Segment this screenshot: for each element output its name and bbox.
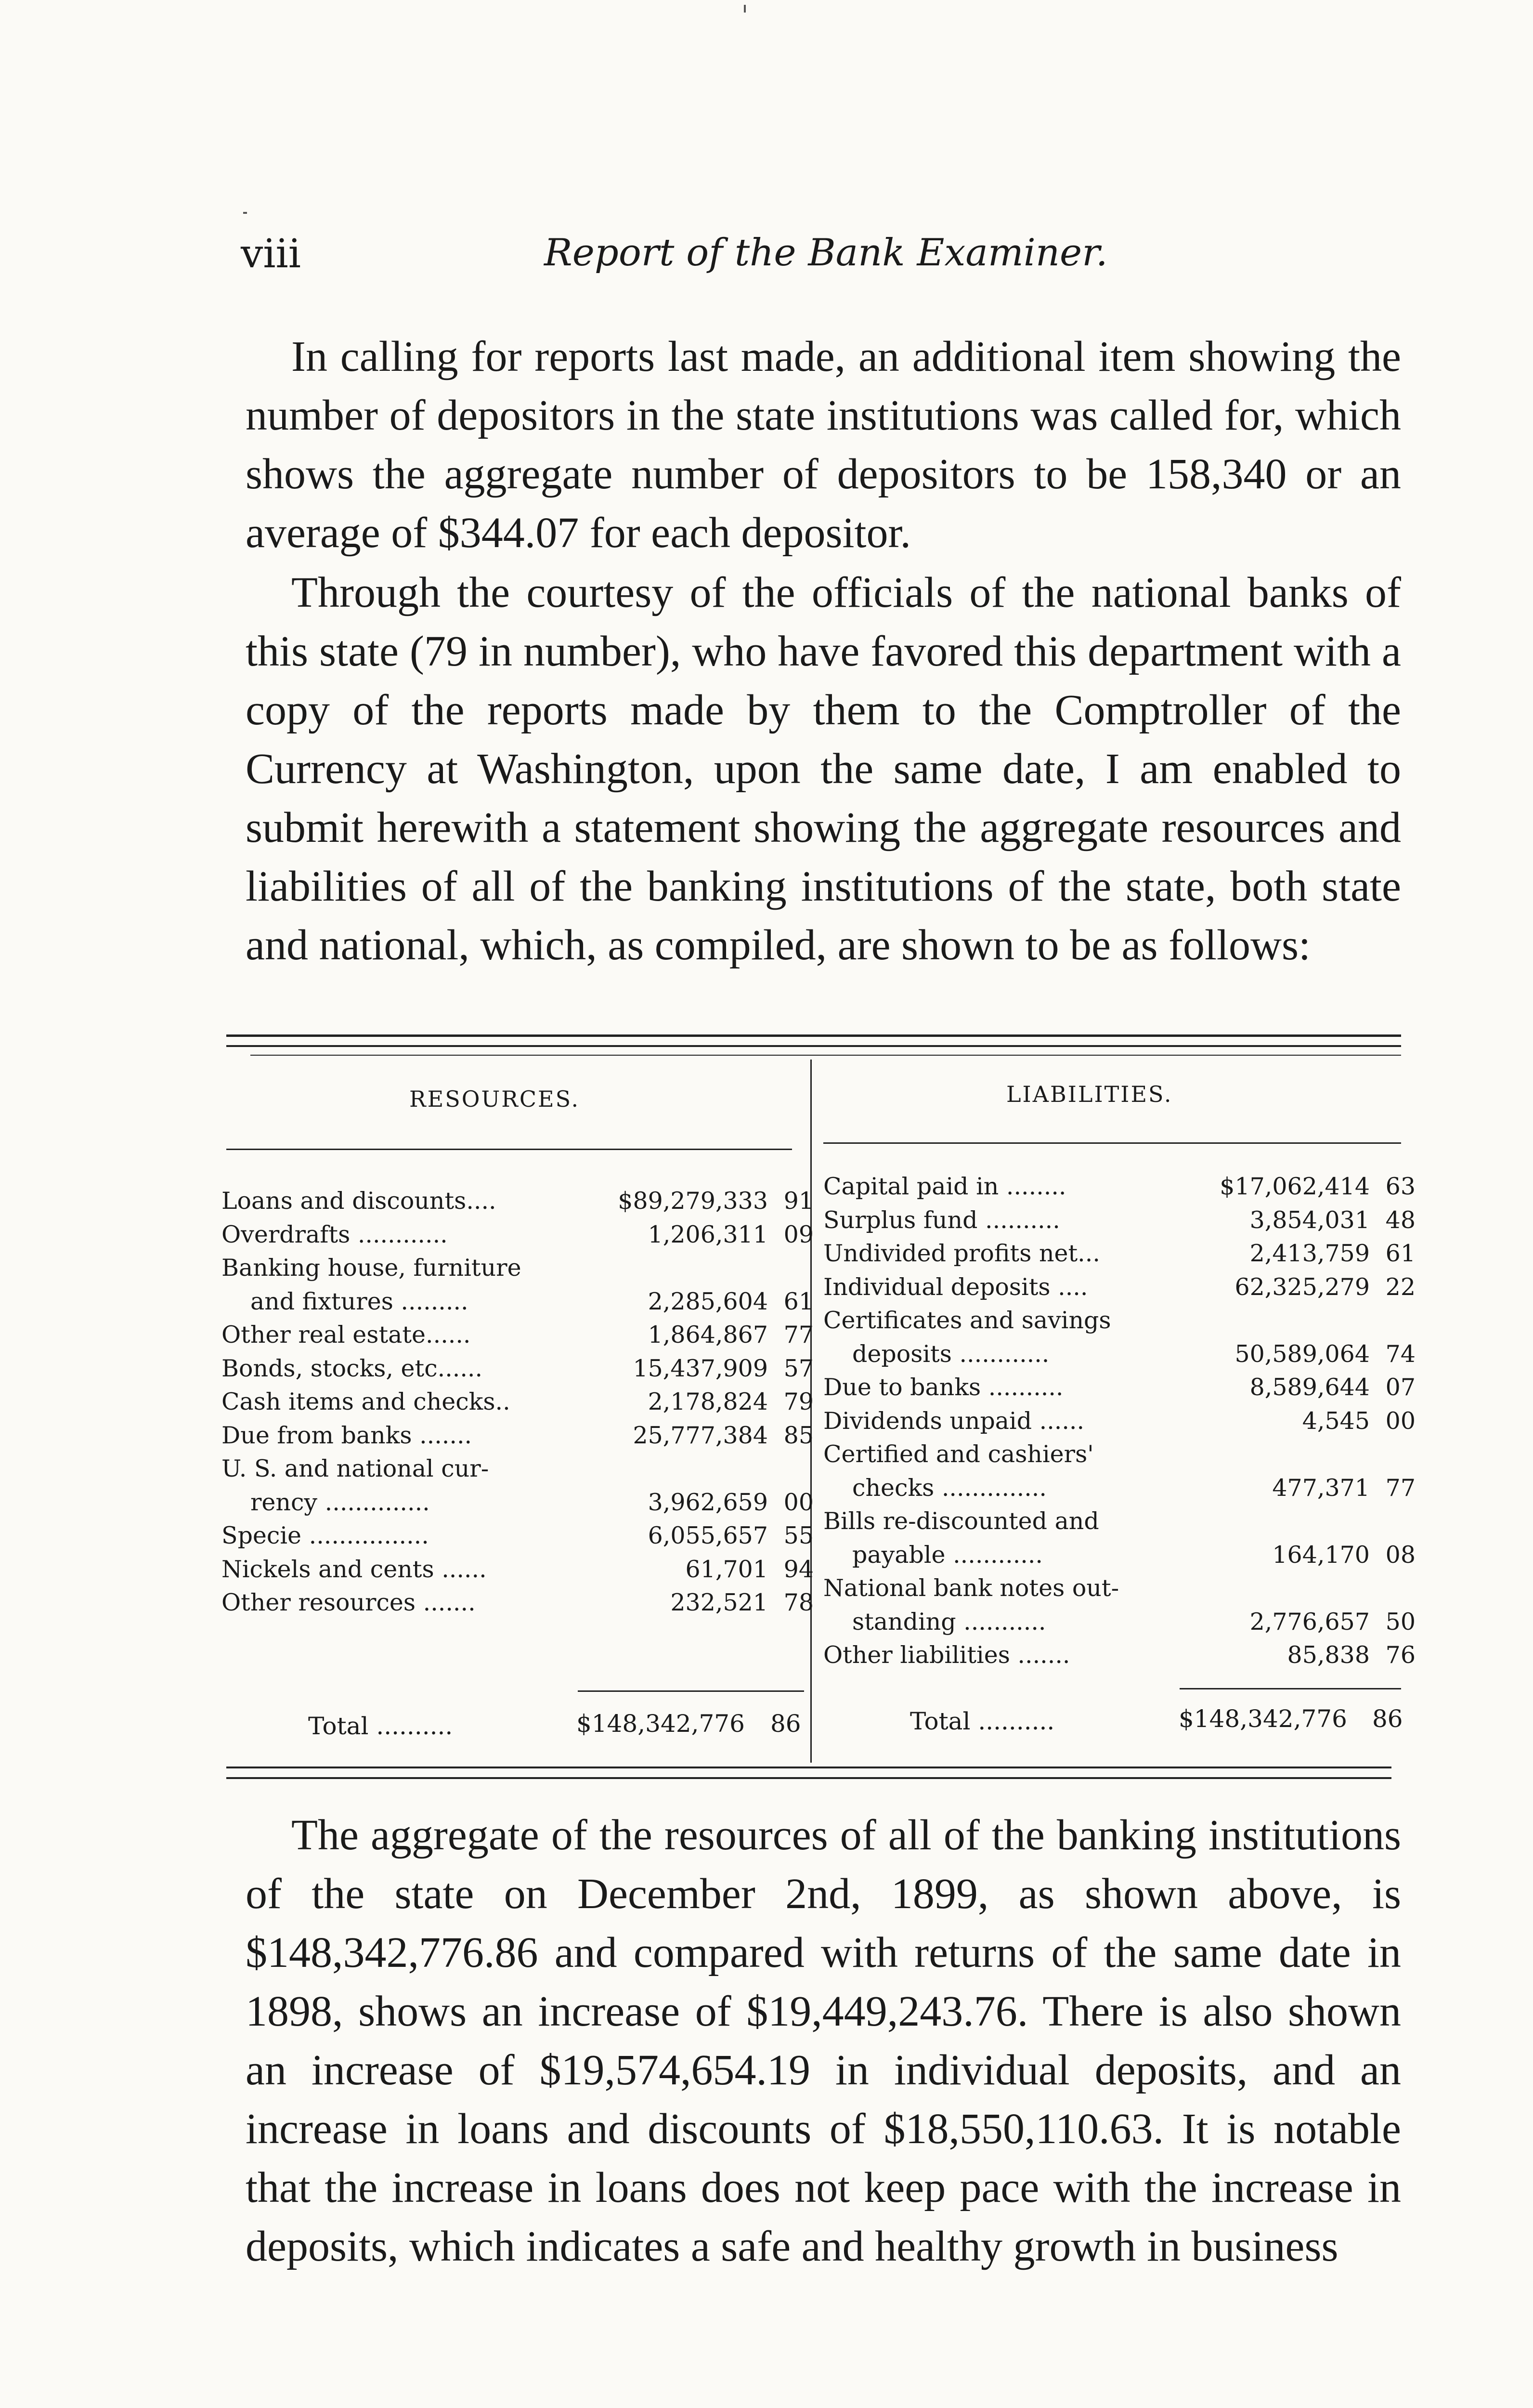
liabilities-row-dollars: 8,589,644: [1249, 1374, 1370, 1401]
paragraph-depositors: In calling for reports last made, an additional item showing the number of depositors in the state institutions was called for, which shows the aggregate number of depositors to be 158,340 or an average of $344.07 for each depositor.: [246, 333, 1401, 557]
scan-speck: [243, 212, 247, 214]
resources-row-label: rency ..............: [250, 1488, 430, 1516]
resources-row: [221, 1254, 814, 1288]
liabilities-heading: LIABILITIES.: [1006, 1081, 1173, 1107]
liabilities-row-dollars: 3,854,031: [1249, 1206, 1370, 1234]
liabilities-row-label: Due to banks ..........: [823, 1374, 1064, 1401]
resources-row: [221, 1522, 814, 1556]
resources-row-label: Nickels and cents ......: [221, 1555, 487, 1583]
resources-row-label: Other real estate......: [221, 1321, 471, 1348]
liabilities-row-dollars: 50,589,064: [1234, 1340, 1370, 1368]
resources-row-label: Cash items and checks..: [221, 1388, 510, 1415]
liabilities-row-cents: 48: [1385, 1206, 1416, 1234]
liabilities-row-label: Certificates and savings: [823, 1307, 1111, 1334]
resources-total-label: Total ..........: [308, 1712, 453, 1740]
liabilities-row-cents: 00: [1385, 1407, 1416, 1435]
liabilities-row-label: Dividends unpaid ......: [823, 1407, 1085, 1435]
liabilities-row-dollars: 4,545: [1302, 1407, 1370, 1435]
liabilities-row-label: Capital paid in ........: [823, 1173, 1066, 1200]
liabilities-row-cents: 07: [1385, 1374, 1416, 1401]
resources-row-label: Loans and discounts....: [221, 1187, 496, 1215]
liabilities-row: [823, 1273, 1416, 1307]
resources-row-cents: 09: [783, 1220, 814, 1248]
liabilities-row-cents: 74: [1385, 1340, 1416, 1368]
resources-row-label: Other resources .......: [221, 1589, 476, 1616]
liabilities-row-label: Other liabilities .......: [823, 1641, 1070, 1669]
liabilities-row-cents: 63: [1385, 1173, 1416, 1200]
resources-row: [221, 1288, 814, 1322]
liabilities-row: [823, 1641, 1416, 1675]
resources-row-label: Due from banks .......: [221, 1421, 472, 1449]
page-number: viii: [241, 231, 301, 277]
resources-row-cents: 77: [783, 1321, 814, 1348]
liabilities-row: [823, 1374, 1416, 1407]
resources-row: [221, 1321, 814, 1355]
liabilities-row: [823, 1307, 1416, 1340]
resources-row: [221, 1455, 814, 1489]
liabilities-row-dollars: 2,413,759: [1249, 1240, 1370, 1267]
resources-row-dollars: 3,962,659: [648, 1488, 768, 1516]
resources-row-dollars: 232,521: [670, 1589, 768, 1616]
liabilities-row: [823, 1340, 1416, 1374]
resources-total-rule: [578, 1690, 804, 1692]
liabilities-row-dollars: 164,170: [1272, 1541, 1370, 1569]
resources-row-label: Banking house, furniture: [221, 1254, 521, 1282]
resources-row: [221, 1187, 814, 1221]
running-head: [241, 231, 1396, 284]
resources-row-cents: 91: [783, 1187, 814, 1215]
running-title: Report of the Bank Examiner.: [544, 231, 1108, 275]
liabilities-row-dollars: 477,371: [1272, 1474, 1370, 1502]
liabilities-row: [823, 1407, 1416, 1441]
liabilities-row: [823, 1206, 1416, 1240]
liabilities-row: [823, 1440, 1416, 1474]
liabilities-total-cents: 86: [1372, 1705, 1403, 1733]
liabilities-row-label: Bills re-discounted and: [823, 1507, 1099, 1535]
liabilities-row-label: National bank notes out-: [823, 1574, 1119, 1602]
table-bottom-rule-1: [226, 1767, 1391, 1768]
liabilities-row: [823, 1240, 1416, 1273]
resources-heading-rule: [226, 1149, 792, 1150]
liabilities-row: [823, 1507, 1416, 1541]
liabilities-list: [823, 1173, 1416, 1675]
table-top-rule-1: [226, 1034, 1401, 1037]
table-top-rule-3: [250, 1055, 1401, 1056]
resources-list: [221, 1187, 814, 1623]
resources-row-cents: 78: [783, 1589, 814, 1616]
resources-row: [221, 1422, 814, 1455]
liabilities-total-label: Total ..........: [910, 1707, 1055, 1735]
liabilities-row-cents: 77: [1385, 1474, 1416, 1502]
resources-row-label: Overdrafts ............: [221, 1220, 448, 1248]
liabilities-row: [823, 1173, 1416, 1206]
resources-row-dollars: 25,777,384: [633, 1421, 768, 1449]
resources-row-dollars: 1,206,311: [648, 1220, 768, 1248]
paragraph-courtesy: Through the courtesy of the officials of the national banks of this state (79 in number), who have favored this department with a copy of the reports made by them to the Comptroller of the Currency at Washington, upon the same date, I am enabled to submit herewith a statement showing the aggregate resources and liabilities of all of the banking institutions of the state, both state and national, which, as compiled, are shown to be as follows:: [246, 569, 1401, 969]
liabilities-row-label: deposits ............: [852, 1340, 1050, 1368]
liabilities-row-cents: 08: [1385, 1541, 1416, 1569]
resources-row-dollars: 2,285,604: [648, 1287, 768, 1315]
scan-speck: [744, 5, 746, 13]
resources-row: [221, 1489, 814, 1522]
resources-row: [221, 1221, 814, 1255]
resources-heading: RESOURCES.: [409, 1086, 580, 1112]
resources-row-dollars: 2,178,824: [648, 1388, 768, 1415]
resources-row: [221, 1355, 814, 1388]
liabilities-row: [823, 1541, 1416, 1575]
resources-row-dollars: 6,055,657: [648, 1522, 768, 1549]
resources-row-cents: 00: [783, 1488, 814, 1516]
table-bottom-rule-2: [226, 1777, 1391, 1779]
liabilities-row: [823, 1474, 1416, 1508]
liabilities-row-dollars: 85,838: [1287, 1641, 1370, 1669]
resources-row: [221, 1388, 814, 1422]
resources-row-label: and fixtures .........: [250, 1287, 468, 1315]
resources-row-cents: 61: [783, 1287, 814, 1315]
resources-row-cents: 55: [783, 1522, 814, 1549]
liabilities-row-label: payable ............: [852, 1541, 1043, 1569]
liabilities-row-cents: 50: [1385, 1608, 1416, 1636]
liabilities-row-label: Individual deposits ....: [823, 1273, 1088, 1301]
resources-row-cents: 85: [783, 1421, 814, 1449]
liabilities-heading-rule: [823, 1142, 1401, 1144]
liabilities-total-rule: [1180, 1688, 1401, 1689]
resources-row-dollars: 1,864,867: [648, 1321, 768, 1348]
resources-total-dollars: $148,342,776: [576, 1710, 745, 1738]
liabilities-row-label: standing ...........: [852, 1608, 1046, 1636]
paragraph-aggregate: The aggregate of the resources of all of the banking institutions of the state on December 2nd, 1899, as shown above, is $148,342,776.86 and compared with returns of the same date in 1898, shows an increase of $19,449,243.76. There is also shown an increase of $19,574,654.19 in individual deposits, and an increase in loans and discounts of $18,550,110.63. It is notable that the increase in loans does not keep pace with the increase in deposits, which indicates a safe and healthy growth in business: [246, 1811, 1401, 2270]
liabilities-row-cents: 76: [1385, 1641, 1416, 1669]
resources-total-cents: 86: [770, 1710, 801, 1738]
liabilities-row: [823, 1574, 1416, 1608]
liabilities-row-dollars: $17,062,414: [1220, 1173, 1370, 1200]
liabilities-row-cents: 22: [1385, 1273, 1416, 1301]
liabilities-row-dollars: 62,325,279: [1234, 1273, 1370, 1301]
liabilities-row-label: Surplus fund ..........: [823, 1206, 1060, 1234]
liabilities-row-label: checks ..............: [852, 1474, 1047, 1502]
resources-row-label: Bonds, stocks, etc......: [221, 1354, 483, 1382]
resources-row-cents: 94: [783, 1555, 814, 1583]
liabilities-total-dollars: $148,342,776: [1179, 1705, 1347, 1733]
resources-row: [221, 1556, 814, 1589]
resources-row: [221, 1589, 814, 1623]
liabilities-row-cents: 61: [1385, 1240, 1416, 1267]
resources-row-label: U. S. and national cur-: [221, 1455, 489, 1482]
resources-row-label: Specie ................: [221, 1522, 429, 1549]
resources-row-cents: 57: [783, 1354, 814, 1382]
resources-row-dollars: $89,279,333: [618, 1187, 768, 1215]
liabilities-row-label: Certified and cashiers': [823, 1440, 1094, 1468]
resources-row-dollars: 15,437,909: [633, 1354, 768, 1382]
resources-row-cents: 79: [783, 1388, 814, 1415]
liabilities-row-dollars: 2,776,657: [1249, 1608, 1370, 1636]
table-top-rule-2: [226, 1045, 1401, 1047]
liabilities-row-label: Undivided profits net...: [823, 1240, 1100, 1267]
resources-row-dollars: 61,701: [685, 1555, 768, 1583]
liabilities-row: [823, 1608, 1416, 1642]
